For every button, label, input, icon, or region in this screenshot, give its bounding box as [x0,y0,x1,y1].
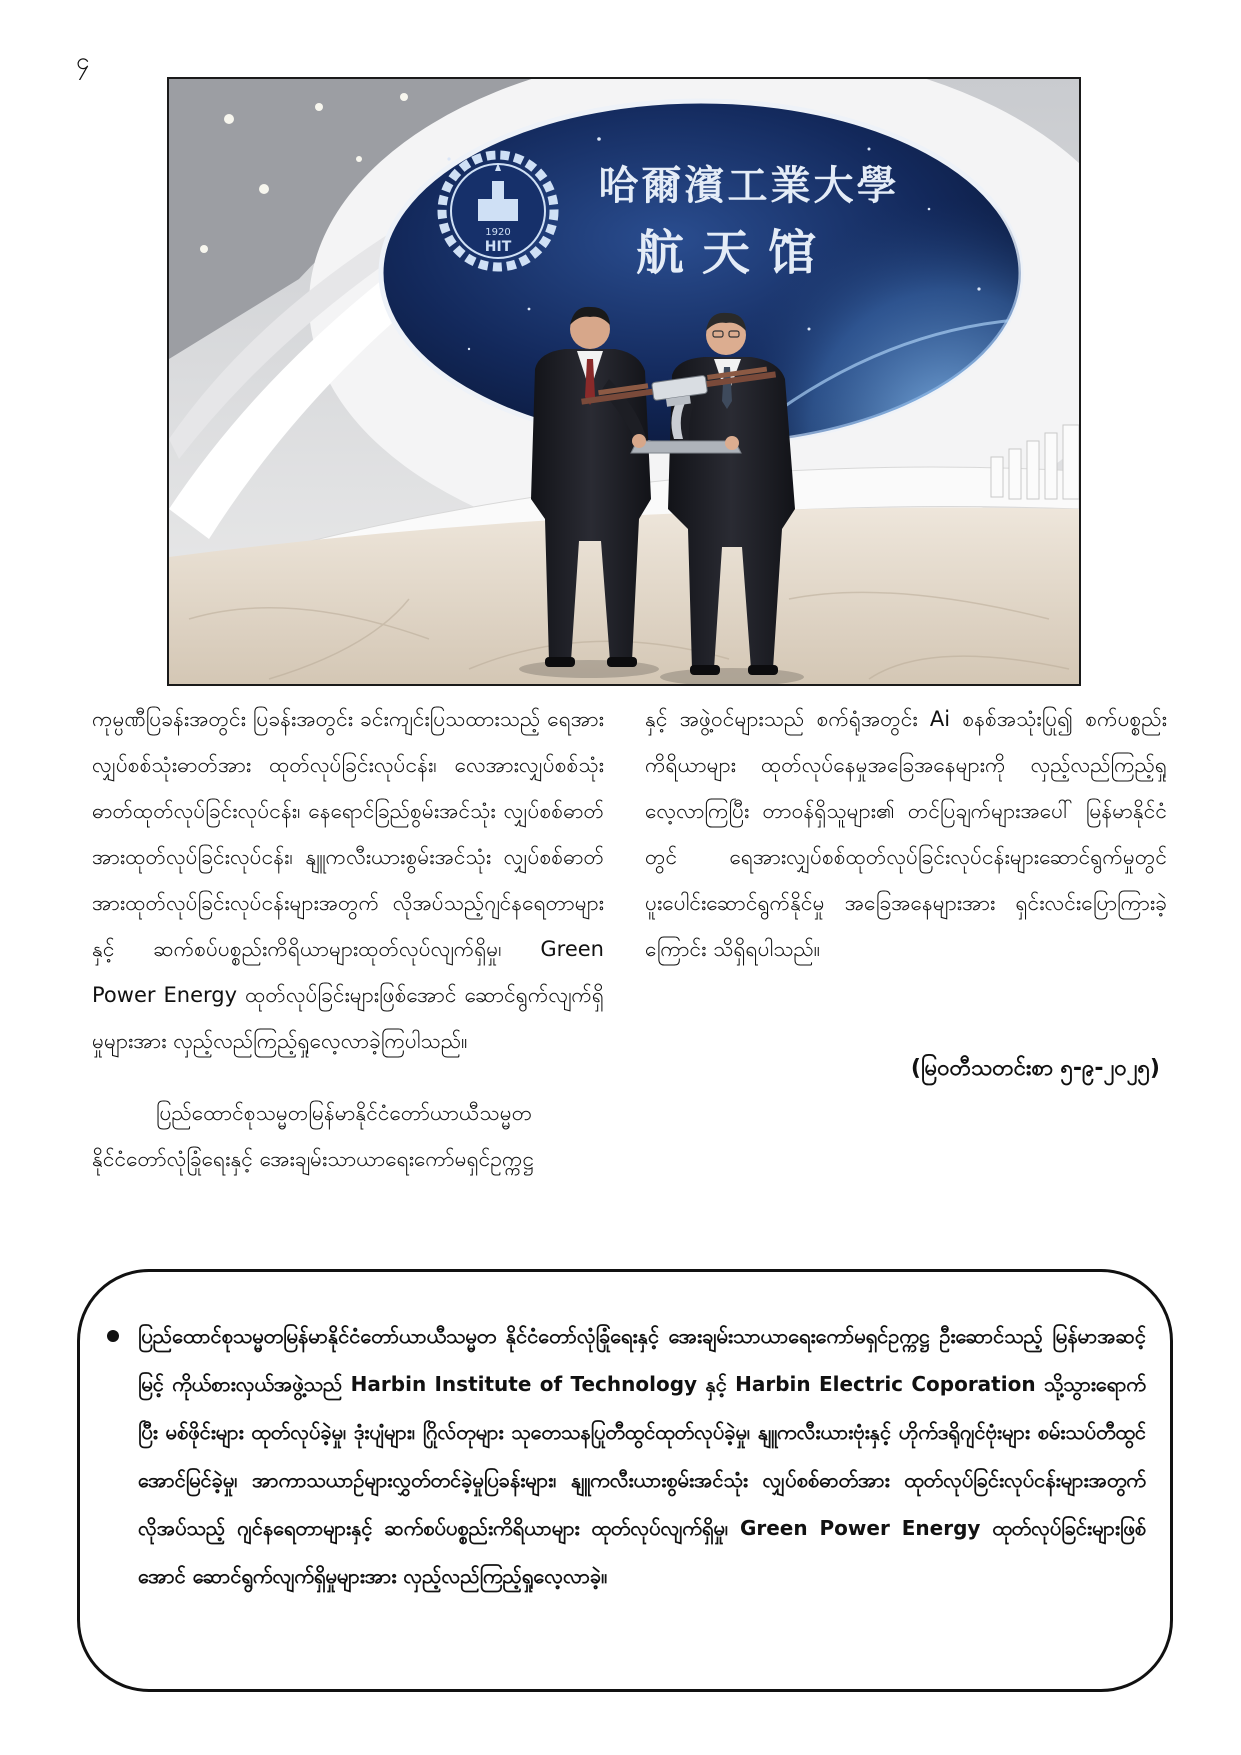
page-number: ၄ [76,47,90,75]
summary-box [77,1269,1173,1692]
logo-text: HIT [484,239,512,255]
news-source-citation: (မြဝတီသတင်းစာ ၅-၉-၂၀၂၅) [910,1056,1160,1081]
article-paragraph: ကုမ္ပဏီပြခန်းအတွင်း ပြခန်းအတွင်း ခင်းကျင်းပြသထားသည့် ရေအားလျှပ်စစ်သုံးဓာတ်အား ထုတ်လုပ်ခြင်းလုပ်ငန်း၊ လေအားလျှပ်စစ်သုံးဓာတ်ထုတ်လုပ်ခြင်းလုပ်ငန်း၊ နေရောင်ခြည်စွမ်းအင်သုံး လျှပ်စစ်ဓာတ်အားထုတ်လုပ်ခြင်းလုပ်ငန်း၊ နျူကလီးယားစွမ်းအင်သုံး လျှပ်စစ်ဓာတ်အားထုတ်လုပ်ခြင်းလုပ်ငန်းများအတွက် လိုအပ်သည့်ဂျင်နရေတာများနှင့် ဆက်စပ်ပစ္စည်းကိရိယာများထုတ်လုပ်လျက်ရှိမှု၊ Green Power Energy ထုတ်လုပ်ခြင်းများဖြစ်အောင် ဆောင်ရွက်လျက်ရှိမှုများအား လှည့်လည်ကြည့်ရှုလေ့လာခဲ့ကြပါသည်။ [92,707,604,1053]
article-photo [167,77,1081,686]
summary-bullet-text: ပြည်ထောင်စုသမ္မတမြန်မာနိုင်ငံတော်ယာယီသမ္မတ နိုင်ငံတော်လုံခြုံရေးနှင့် အေးချမ်းသာယာရေးကော်မရှင်ဥက္ကဋ္ဌ ဦးဆောင်သည့် မြန်မာအဆင့်မြင့် ကိုယ်စားလှယ်အဖွဲ့သည် Harbin Institute of Technology နှင့် Harbin Electric Coporation သို့သွားရောက်ပြီး မစ်ဖိုင်းများ ထုတ်လုပ်ခဲ့မှု၊ ဒုံးပျံများ၊ ဂြိုလ်တုများ သုတေသနပြုတီထွင်ထုတ်လုပ်ခဲ့မှု၊ နျူကလီးယားဗုံးနှင့် ဟိုက်ဒရိုဂျင်ဗုံးများ စမ်းသပ်တီထွင်အောင်မြင်ခဲ့မှု၊ အာကာသယာဉ်များလွှတ်တင်ခဲ့မှုပြခန်းများ၊ နျူကလီးယားစွမ်းအင်သုံး လျှပ်စစ်ဓာတ်အား ထုတ်လုပ်ခြင်းလုပ်ငန်းများအတွက် လိုအပ်သည့် ဂျင်နရေတာများနှင့် ဆက်စပ်ပစ္စည်းကိရိယာများ ထုတ်လုပ်လျက်ရှိမှု၊ Green Power Energy ထုတ်လုပ်ခြင်းများဖြစ်အောင် ဆောင်ရွက်လျက်ရှိမှုများအား လှည့်လည်ကြည့်ရှုလေ့လာခဲ့။ [138,1324,1146,1588]
article-right-column [645,696,1167,1026]
left-man-shadow [519,660,659,678]
article-paragraph: ပြည်ထောင်စုသမ္မတမြန်မာနိုင်ငံတော်ယာယီသမ္မတ နိုင်ငံတော်လုံခြုံရေးနှင့် အေးချမ်းသာယာရေးကော်မရှင်ဥက္ကဋ္ဌ [92,1101,534,1171]
sign-hall-name: 航天馆 [635,225,835,281]
article-left-column [92,696,604,1236]
bullet-icon [107,1330,119,1342]
photo-illustration [169,79,1079,684]
logo-year: 1920 [485,227,511,238]
sign-university-name: 哈爾濱工業大學 [598,162,900,209]
article-paragraph: နှင့် အဖွဲ့ဝင်များသည် စက်ရုံအတွင်း Ai စနစ်အသုံးပြု၍ စက်ပစ္စည်းကိရိယာများ ထုတ်လုပ်နေမှုအခြေအနေများကို လှည့်လည်ကြည့်ရှုလေ့လာကြပြီး တာဝန်ရှိသူများ၏ တင်ပြချက်များအပေါ် မြန်မာနိုင်ငံတွင် ရေအားလျှပ်စစ်ထုတ်လုပ်ခြင်းလုပ်ငန်းများဆောင်ရွက်မှုတွင် ပူးပေါင်းဆောင်ရွက်နိုင်မှု အခြေအနေများအား ရှင်းလင်းပြောကြားခဲ့ကြောင်း သိရှိရပါသည်။ [645,707,1167,961]
